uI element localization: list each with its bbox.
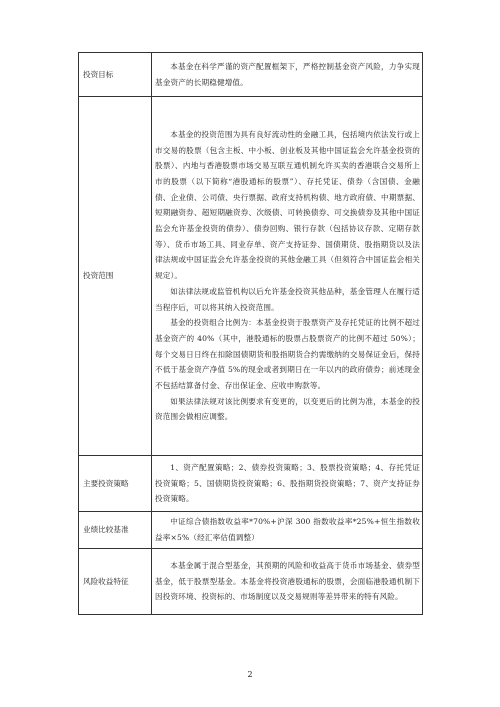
content-paragraph: 如果法律法规对该比例要求有变更的，以变更后的比例为准，本基金的投资范围会做相应调整。 bbox=[155, 396, 420, 422]
row-content bbox=[152, 456, 423, 512]
row-label: 投资范围 bbox=[79, 97, 152, 456]
content-paragraph: 本基金属于混合型基金，其预期的风险和收益高于货币市场基金、债券型基金，低于股票型基金。本基金将投资港股通标的股票，会面临港股通机制下因投资环境、投资标的、市场制度以及交易规则等差异带来的特有风险。 bbox=[155, 560, 420, 602]
row-label: 主要投资策略 bbox=[79, 456, 152, 512]
row-label: 业绩比较基准 bbox=[79, 512, 152, 549]
content-paragraph: 基金的投资组合比例为：本基金投资于股票资产及存托凭证的比例不超过基金资产的 40%（其中，港股通标的股票占股票资产的比例不超过 50%）；每个交易日日终在扣除国债期货和股指期货合约需缴纳的交易保证金后，保持不低于基金资产净值 5%的现金或者到期日在一年以内的政府债券；前述现金不包括结算备付金、存出保证金、应收申购款等。 bbox=[155, 318, 420, 391]
row-investment-scope bbox=[79, 97, 423, 456]
content-paragraph: 如法律法规或监管机构以后允许基金投资其他品种，基金管理人在履行适当程序后，可以将其纳入投资范围。 bbox=[155, 286, 420, 312]
row-benchmark bbox=[79, 512, 423, 549]
row-label: 风险收益特征 bbox=[79, 549, 152, 615]
content-paragraph: 本基金在科学严谨的资产配置框架下，严格控制基金资产风险，力争实现基金资产的长期稳健增值。 bbox=[155, 61, 420, 87]
row-investment-strategy bbox=[79, 456, 423, 512]
row-label: 投资目标 bbox=[79, 53, 152, 97]
row-content bbox=[152, 512, 423, 549]
row-content bbox=[152, 549, 423, 615]
fund-summary-table bbox=[78, 52, 423, 615]
row-content bbox=[152, 53, 423, 97]
page-number: 2 bbox=[247, 670, 253, 679]
content-paragraph: 1、资产配置策略；2、债券投资策略；3、股票投资策略；4、存托凭证投资策略；5、国债期货投资策略；6、股指期货投资策略；7、资产支持证券投资策略。 bbox=[155, 462, 420, 504]
content-paragraph: 中证综合债指数收益率*70%+沪深 300 指数收益率*25%+恒生指数收益率×5%（经汇率估值调整） bbox=[155, 517, 420, 542]
row-investment-objective bbox=[79, 53, 423, 97]
content-paragraph: 本基金的投资范围为具有良好流动性的金融工具，包括境内依法发行或上市交易的股票（包含主板、中小板、创业板及其他中国证监会允许基金投资的股票）、内地与香港股票市场交易互联互通机制允许买卖的香港联合交易所上市的股票（以下简称“港股通标的股票”）、存托凭证、债券（含国债、金融债、企业债、公司债、央行票据、政府支持机构债、地方政府债、中期票据、短期融资券、超短期融资券、次级债、可转换债券、可交换债券及其他中国证监会允许基金投资的债券）、债券回购、银行存款（包括协议存款、定期存款等）、货币市场工具、同业存单、资产支持证券、国债期货、股指期货以及法律法规或中国证监会允许基金投资的其他金融工具（但须符合中国证监会相关规定）。 bbox=[155, 129, 420, 281]
row-risk-return bbox=[79, 549, 423, 615]
row-content bbox=[152, 97, 423, 456]
